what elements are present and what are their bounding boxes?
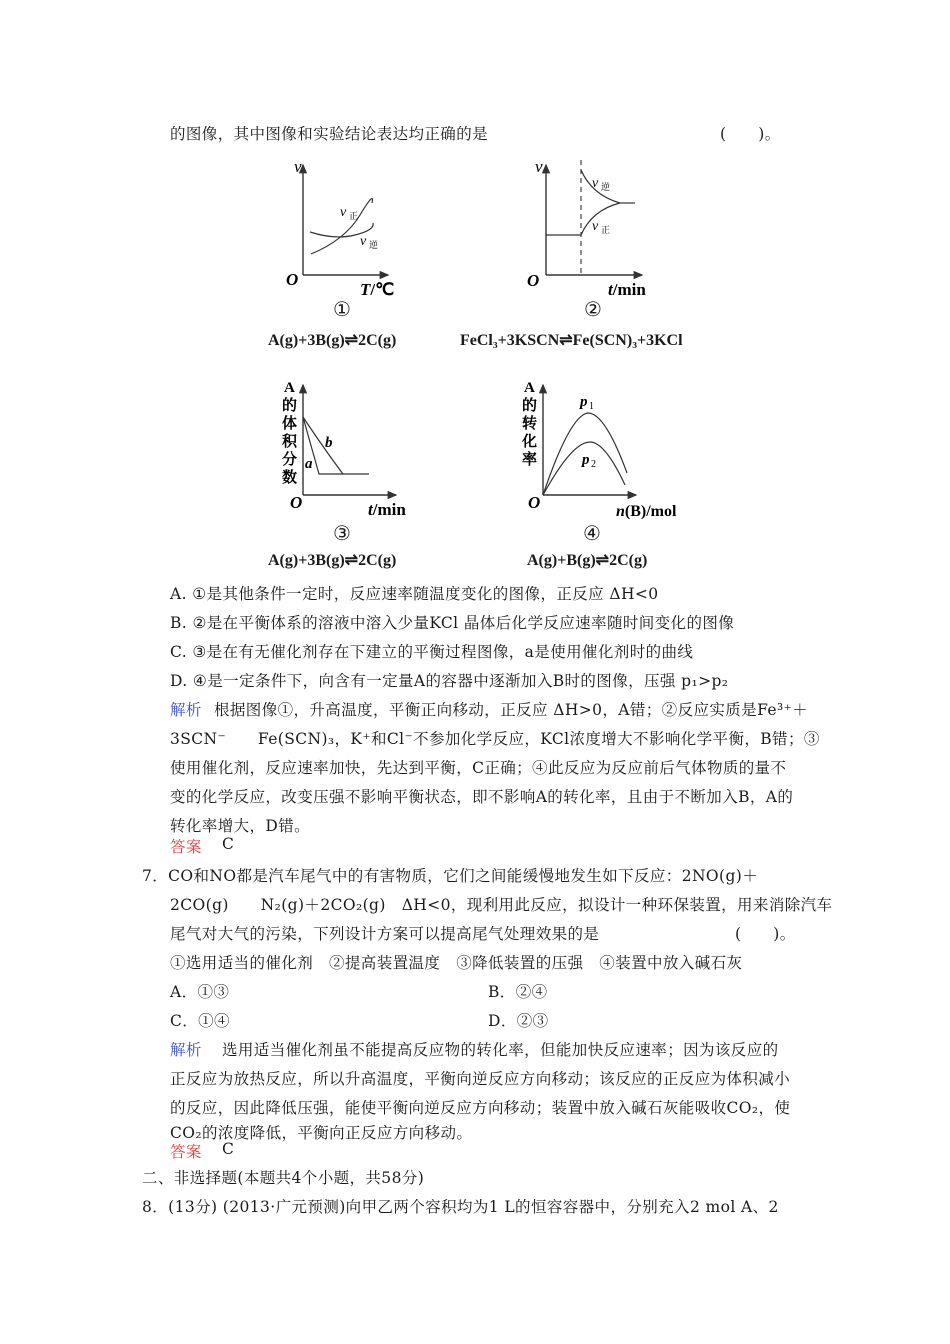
figure-4-chart [500, 370, 700, 520]
q6-option-b: B. ②是在平衡体系的溶液中溶入少量KCl 晶体后化学反应速率随时间变化的图像 [170, 614, 735, 632]
q6-answer-value: C [222, 835, 235, 853]
q7-stem-line: 7．CO和NO都是汽车尾气中的有害物质，它们之间能缓慢地发生如下反应：2NO(g)＋ [142, 867, 759, 885]
svg-text:A: A [524, 380, 535, 396]
svg-text:数: 数 [282, 470, 298, 486]
q7-analysis-line: CO₂的浓度降低，平衡向正反应方向移动。 [170, 1124, 473, 1142]
svg-text:转: 转 [522, 416, 538, 432]
q7-option-b: B．②④ [488, 983, 548, 1001]
svg-text:v: v [294, 157, 302, 176]
svg-text:正: 正 [349, 211, 359, 221]
figure-1-chart [260, 150, 460, 300]
figure-2-chart [520, 150, 720, 300]
svg-text:p: p [582, 452, 590, 468]
figure-3-equation: A(g)+3B(g)⇌2C(g) [268, 552, 397, 569]
svg-text:v: v [592, 219, 599, 234]
svg-text:化: 化 [522, 434, 538, 450]
q7-answer-value: C [222, 1140, 235, 1158]
svg-text:v: v [592, 176, 599, 191]
q7-analysis-line: 正反应为放热反应，所以升高温度，平衡向逆反应方向移动；该反应的正反应为体积减小 [170, 1070, 791, 1088]
svg-text:率: 率 [522, 452, 538, 468]
svg-text:2: 2 [591, 459, 596, 470]
svg-text:n(B)/mol: n(B)/mol [616, 503, 677, 520]
svg-text:积: 积 [282, 434, 298, 450]
q6-option-a: A. ①是其他条件一定时，反应速率随温度变化的图像，正反应 ΔH<0 [170, 585, 659, 603]
figure-3-number: ③ [333, 521, 351, 545]
svg-text:a: a [305, 456, 313, 472]
figure-2-equation: FeCl₃+3KSCN⇌Fe(SCN)₃+3KCl [460, 332, 683, 349]
figure-4-equation: A(g)+B(g)⇌2C(g) [527, 552, 648, 569]
figure-1-equation: A(g)+3B(g)⇌2C(g) [268, 332, 397, 349]
q6-analysis-label: 解析 [170, 701, 202, 719]
svg-text:O: O [286, 270, 299, 289]
q7-option-a: A．①③ [170, 983, 230, 1001]
svg-text:t/min: t/min [608, 280, 646, 299]
q6-analysis-line: 转化率增大，D错。 [170, 817, 311, 835]
q6-analysis-line: 使用催化剂，反应速率加快，先达到平衡，C正确；④此反应为反应前后气体物质的量不 [170, 759, 787, 777]
svg-text:O: O [527, 271, 540, 290]
svg-text:v: v [360, 234, 367, 249]
svg-text:体: 体 [282, 416, 298, 432]
svg-text:O: O [528, 493, 541, 512]
svg-text:v: v [340, 205, 347, 220]
svg-text:v: v [535, 157, 543, 176]
svg-text:1: 1 [589, 401, 594, 412]
q7-answer-label: 答案 [170, 1143, 202, 1161]
figure-1-number: ① [333, 297, 351, 321]
q7-choices: ①选用适当的催化剂 ②提高装置温度 ③降低装置的压强 ④装置中放入碱石灰 [170, 954, 743, 972]
svg-text:的: 的 [282, 398, 298, 414]
q7-stem-line: 2CO(g) N₂(g)＋2CO₂(g) ΔH<0，现利用此反应，拟设计一种环保装置，用来消除汽车 [170, 896, 833, 914]
svg-text:逆: 逆 [601, 182, 611, 192]
figure-2-number: ② [584, 297, 602, 321]
intro-text: 的图像，其中图像和实验结论表达均正确的是 [170, 125, 489, 143]
figure-3-chart [260, 370, 460, 520]
q6-analysis-line: 变的化学反应，改变压强不影响平衡状态，即不影响A的转化率，且由于不断加入B，A的 [170, 788, 794, 806]
svg-text:p: p [580, 394, 588, 410]
q6-analysis-line: 根据图像①，升高温度，平衡正向移动，正反应 ΔH>0，A错；②反应实质是Fe³⁺＋ [214, 701, 809, 719]
q6-answer-label: 答案 [170, 838, 202, 856]
svg-text:A: A [284, 380, 295, 396]
q7-answer-bracket: ( )。 [735, 925, 796, 943]
q8-stem: 8．(13分) (2013·广元预测)向甲乙两个容积均为1 L的恒容容器中，分别充入2 mol A、2 [142, 1198, 779, 1216]
q7-analysis-line: 的反应，因此降低压强，能使平衡向逆反应方向移动；装置中放入碱石灰能吸收CO₂，使 [170, 1099, 791, 1117]
q6-option-c: C. ③是在有无催化剂存在下建立的平衡过程图像，a是使用催化剂时的曲线 [170, 643, 694, 661]
q7-analysis-line: 选用适当催化剂虽不能提高反应物的转化率，但能加快反应速率；因为该反应的 [222, 1041, 779, 1059]
q6-analysis-line: 3SCN⁻ Fe(SCN)₃，K⁺和Cl⁻不参加化学反应，KCl浓度增大不影响化学平衡，B错；③ [170, 730, 820, 748]
svg-text:O: O [290, 493, 303, 512]
svg-text:的: 的 [522, 398, 538, 414]
svg-text:b: b [325, 435, 333, 451]
svg-text:T/℃: T/℃ [360, 280, 395, 299]
figure-4-number: ④ [583, 521, 601, 545]
q7-option-d: D．②③ [488, 1012, 549, 1030]
q7-stem-line: 尾气对大气的污染，下列设计方案可以提高尾气处理效果的是 [170, 925, 600, 943]
section-heading: 二、非选择题(本题共4个小题，共58分) [142, 1169, 425, 1187]
svg-text:正: 正 [601, 225, 611, 235]
q7-analysis-label: 解析 [170, 1041, 202, 1059]
q7-option-c: C．①④ [170, 1012, 230, 1030]
svg-text:t/min: t/min [368, 500, 406, 519]
svg-text:分: 分 [282, 452, 298, 468]
svg-text:逆: 逆 [369, 240, 379, 250]
answer-bracket: ( )。 [720, 125, 781, 143]
q6-option-d: D. ④是一定条件下，向含有一定量A的容器中逐渐加入B时的图像，压强 p₁>p₂ [170, 672, 729, 690]
